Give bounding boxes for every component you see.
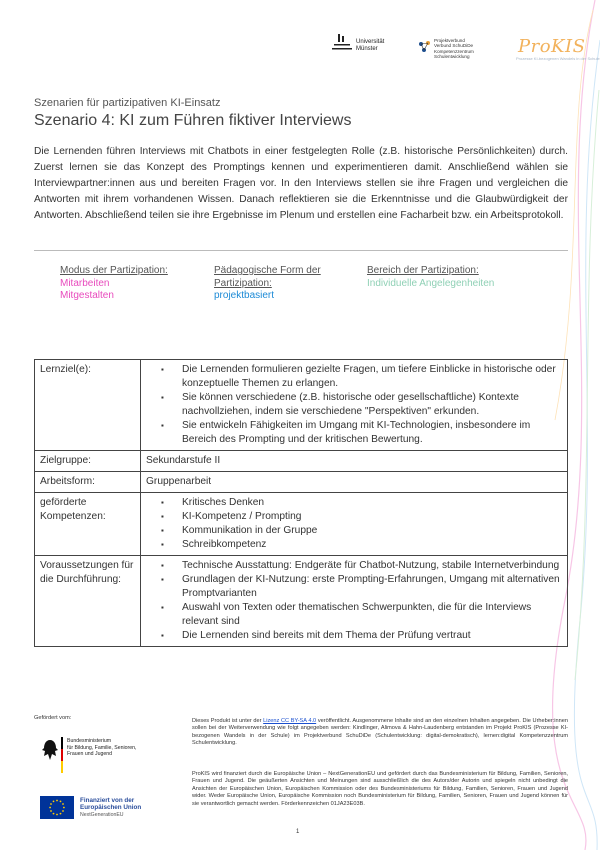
bereich-value: Individuelle Angelegenheiten xyxy=(367,277,495,289)
modus-column xyxy=(60,265,205,303)
list-item: ▪ Auswahl von Texten oder thematischen Schwerpunkten, die für die Interviews relevant sind xyxy=(182,601,562,629)
university-line2: Münster xyxy=(356,46,378,52)
kompetenzen-list xyxy=(146,496,562,552)
page-number: 1 xyxy=(296,829,300,835)
prokis-wordmark: ProKIS xyxy=(518,36,586,57)
list-item: ▪ Schreibkompetenz xyxy=(182,538,562,552)
modus-value: Mitarbeiten xyxy=(60,277,110,289)
ssb-line3: Kompetenzzentrum xyxy=(434,48,474,54)
arbeitsform-value: Gruppenarbeit xyxy=(141,472,568,493)
lernziel-label: Lernziel(e): xyxy=(35,360,141,451)
ministry-line3: Frauen und Jugend xyxy=(67,751,112,758)
license-pre: Dieses Produkt ist unter der xyxy=(192,718,264,724)
scenario-table xyxy=(34,359,568,647)
eu-line3: NextGenerationEU xyxy=(80,811,124,818)
ssb-line4: Schulentwicklung xyxy=(434,54,470,60)
form-label-line1: Pädagogische Form der xyxy=(214,265,321,276)
federal-eagle-icon xyxy=(40,736,60,772)
modus-value: Mitgestalten xyxy=(60,290,114,301)
eu-line2: Europäischen Union xyxy=(80,804,142,812)
bereich-label: Bereich der Partizipation: xyxy=(367,265,479,276)
table-row xyxy=(35,556,568,647)
funded-by-label: Gefördert vom: xyxy=(34,715,72,721)
form-label-line2: Partizipation: xyxy=(214,277,272,289)
ssb-line2: Verbund SchuDiDe xyxy=(434,43,474,49)
modus-label: Modus der Partizipation: xyxy=(60,265,168,276)
zielgruppe-label: Zielgruppe: xyxy=(35,451,141,472)
lernziel-list xyxy=(146,363,562,447)
page-title: Szenario 4: KI zum Führen fiktiver Interviews xyxy=(34,112,352,129)
kompetenzen-cell xyxy=(141,493,568,556)
german-flag-strip xyxy=(61,737,63,773)
list-item: ▪ KI-Kompetenz / Prompting xyxy=(182,510,562,524)
ssb-line1: Projektverbund xyxy=(434,38,465,43)
lernziel-cell xyxy=(141,360,568,451)
license-notice xyxy=(192,718,568,748)
funding-notice: ProKIS wird finanziert durch die Europäische Union – NextGenerationEU und gefördert durch das Bundesministerium für Bildung, Familien, Senioren, Frauen und Jugend. Die geäußerten Ansichten und Meinungen sind ausschließlich die des Autors/der Autorin und spiegeln nicht unbedingt die Ansichten der Europäischen Union, Europäischen Kommission oder des Bundesministeriums für Bildung, Familien, Senioren, Frauen und Jugend wider. Weder Europäische Union, Europäische Kommission noch Bundesministerium für Bildung, Familien, Senioren, Frauen und Jugend können für sie verantwortlich gemacht werden. Förderkennzeichen 01JA23E03B. xyxy=(192,771,568,807)
list-item: ▪ Sie können verschiedene (z.B. historische oder gesellschaftliche) Kontexte nachvollziehen, indem sie verschiedene "Perspektiven" erkunden. xyxy=(182,391,562,419)
form-value: projektbasiert xyxy=(214,290,275,301)
list-item: ▪ Kommunikation in der Gruppe xyxy=(182,524,562,538)
series-subtitle: Szenarien für partizipativen KI-Einsatz xyxy=(34,97,221,109)
list-item: ▪ Kritisches Denken xyxy=(182,496,562,510)
voraussetzungen-label: Voraussetzungen für die Durchführung: xyxy=(35,556,141,647)
ministry-line2: für Bildung, Familie, Senioren, xyxy=(67,744,137,751)
zielgruppe-value: Sekundarstufe II xyxy=(141,451,568,472)
eu-line1: Finanziert von der xyxy=(80,797,135,804)
table-row xyxy=(35,493,568,556)
table-row xyxy=(35,451,568,472)
network-logo-icon xyxy=(418,40,432,54)
university-emblem-icon xyxy=(330,32,354,54)
list-item: ▪ Die Lernenden sind bereits mit dem Thema der Prüfung vertraut xyxy=(182,629,562,643)
ssb-logo xyxy=(418,38,500,60)
list-item: ▪ Die Lernenden formulieren gezielte Fragen, um tiefere Einblicke in historische oder konzeptuelle Themen zu erlangen. xyxy=(182,363,562,391)
license-post: veröffentlicht. Ausgenommene Inhalte sind an den einzelnen Inhalten angegeben. Die Urheber:innen sollen bei der Weiterverwendung wie folgt angegeben werden: Kindlinger, Alimova & Hahn-Laudenberg entstanden im Projekt ProKIS (Prozesse KI-bezogenen Wandels in der Schule) im Projektverbund SchuDiDe (Schulentwicklung: digital-demokratisch), lernen:digital Kompetenzzentrum Schulentwicklung. xyxy=(192,718,568,747)
list-item: ▪ Sie entwickeln Fähigkeiten im Umgang mit KI-Technologien, insbesondere im Bereich des Prompting und der kritischen Bewertung. xyxy=(182,419,562,447)
form-column xyxy=(214,265,359,303)
university-logo xyxy=(330,30,400,60)
prokis-logo xyxy=(512,30,600,66)
kompetenzen-label: geförderte Kompetenzen: xyxy=(35,493,141,556)
arbeitsform-label: Arbeitsform: xyxy=(35,472,141,493)
voraussetzungen-cell xyxy=(141,556,568,647)
bereich-column xyxy=(367,265,567,290)
list-item: ▪ Grundlagen der KI-Nutzung: erste Prompting-Erfahrungen, Umgang mit alternativen Promptvarianten xyxy=(182,573,562,601)
university-line1: Universität xyxy=(356,39,385,45)
table-row xyxy=(35,472,568,493)
prokis-subtitle: Prozesse KI-bezogenen Wandels in der Schule xyxy=(516,56,600,61)
voraussetzungen-list xyxy=(146,559,562,643)
table-row xyxy=(35,360,568,451)
ministry-logo xyxy=(40,736,180,776)
eu-flag-icon xyxy=(40,796,74,819)
ministry-line1: Bundesministerium xyxy=(67,738,112,744)
license-link[interactable]: Lizenz CC BY-SA 4.0 xyxy=(263,718,317,724)
eu-funding-logo xyxy=(40,796,180,820)
list-item: ▪ Technische Ausstattung: Endgeräte für Chatbot-Nutzung, stabile Internetverbindung xyxy=(182,559,562,573)
intro-paragraph: Die Lernenden führen Interviews mit Chatbots in einer festgelegten Rolle (z.B. historische Persönlichkeiten) durch. Zuerst lernen sie das Konzept des Promptings kennen und experimentieren damit. Anschließend wählen sie Interviewpartner:innen aus und bereiten Fragen vor. In den Interviews stellen sie ihre Fragen und vergleichen die Antworten mit ihrem vorhandenen Wissen. Danach reflektieren sie die Erkenntnisse und die Glaubwürdigkeit der Antworten. Abschließend teilen sie ihre Ergebnisse im Plenum und erstellen eine Facharbeit bzw. ein Arbeitsprotokoll. xyxy=(34,146,568,221)
divider xyxy=(34,250,568,251)
